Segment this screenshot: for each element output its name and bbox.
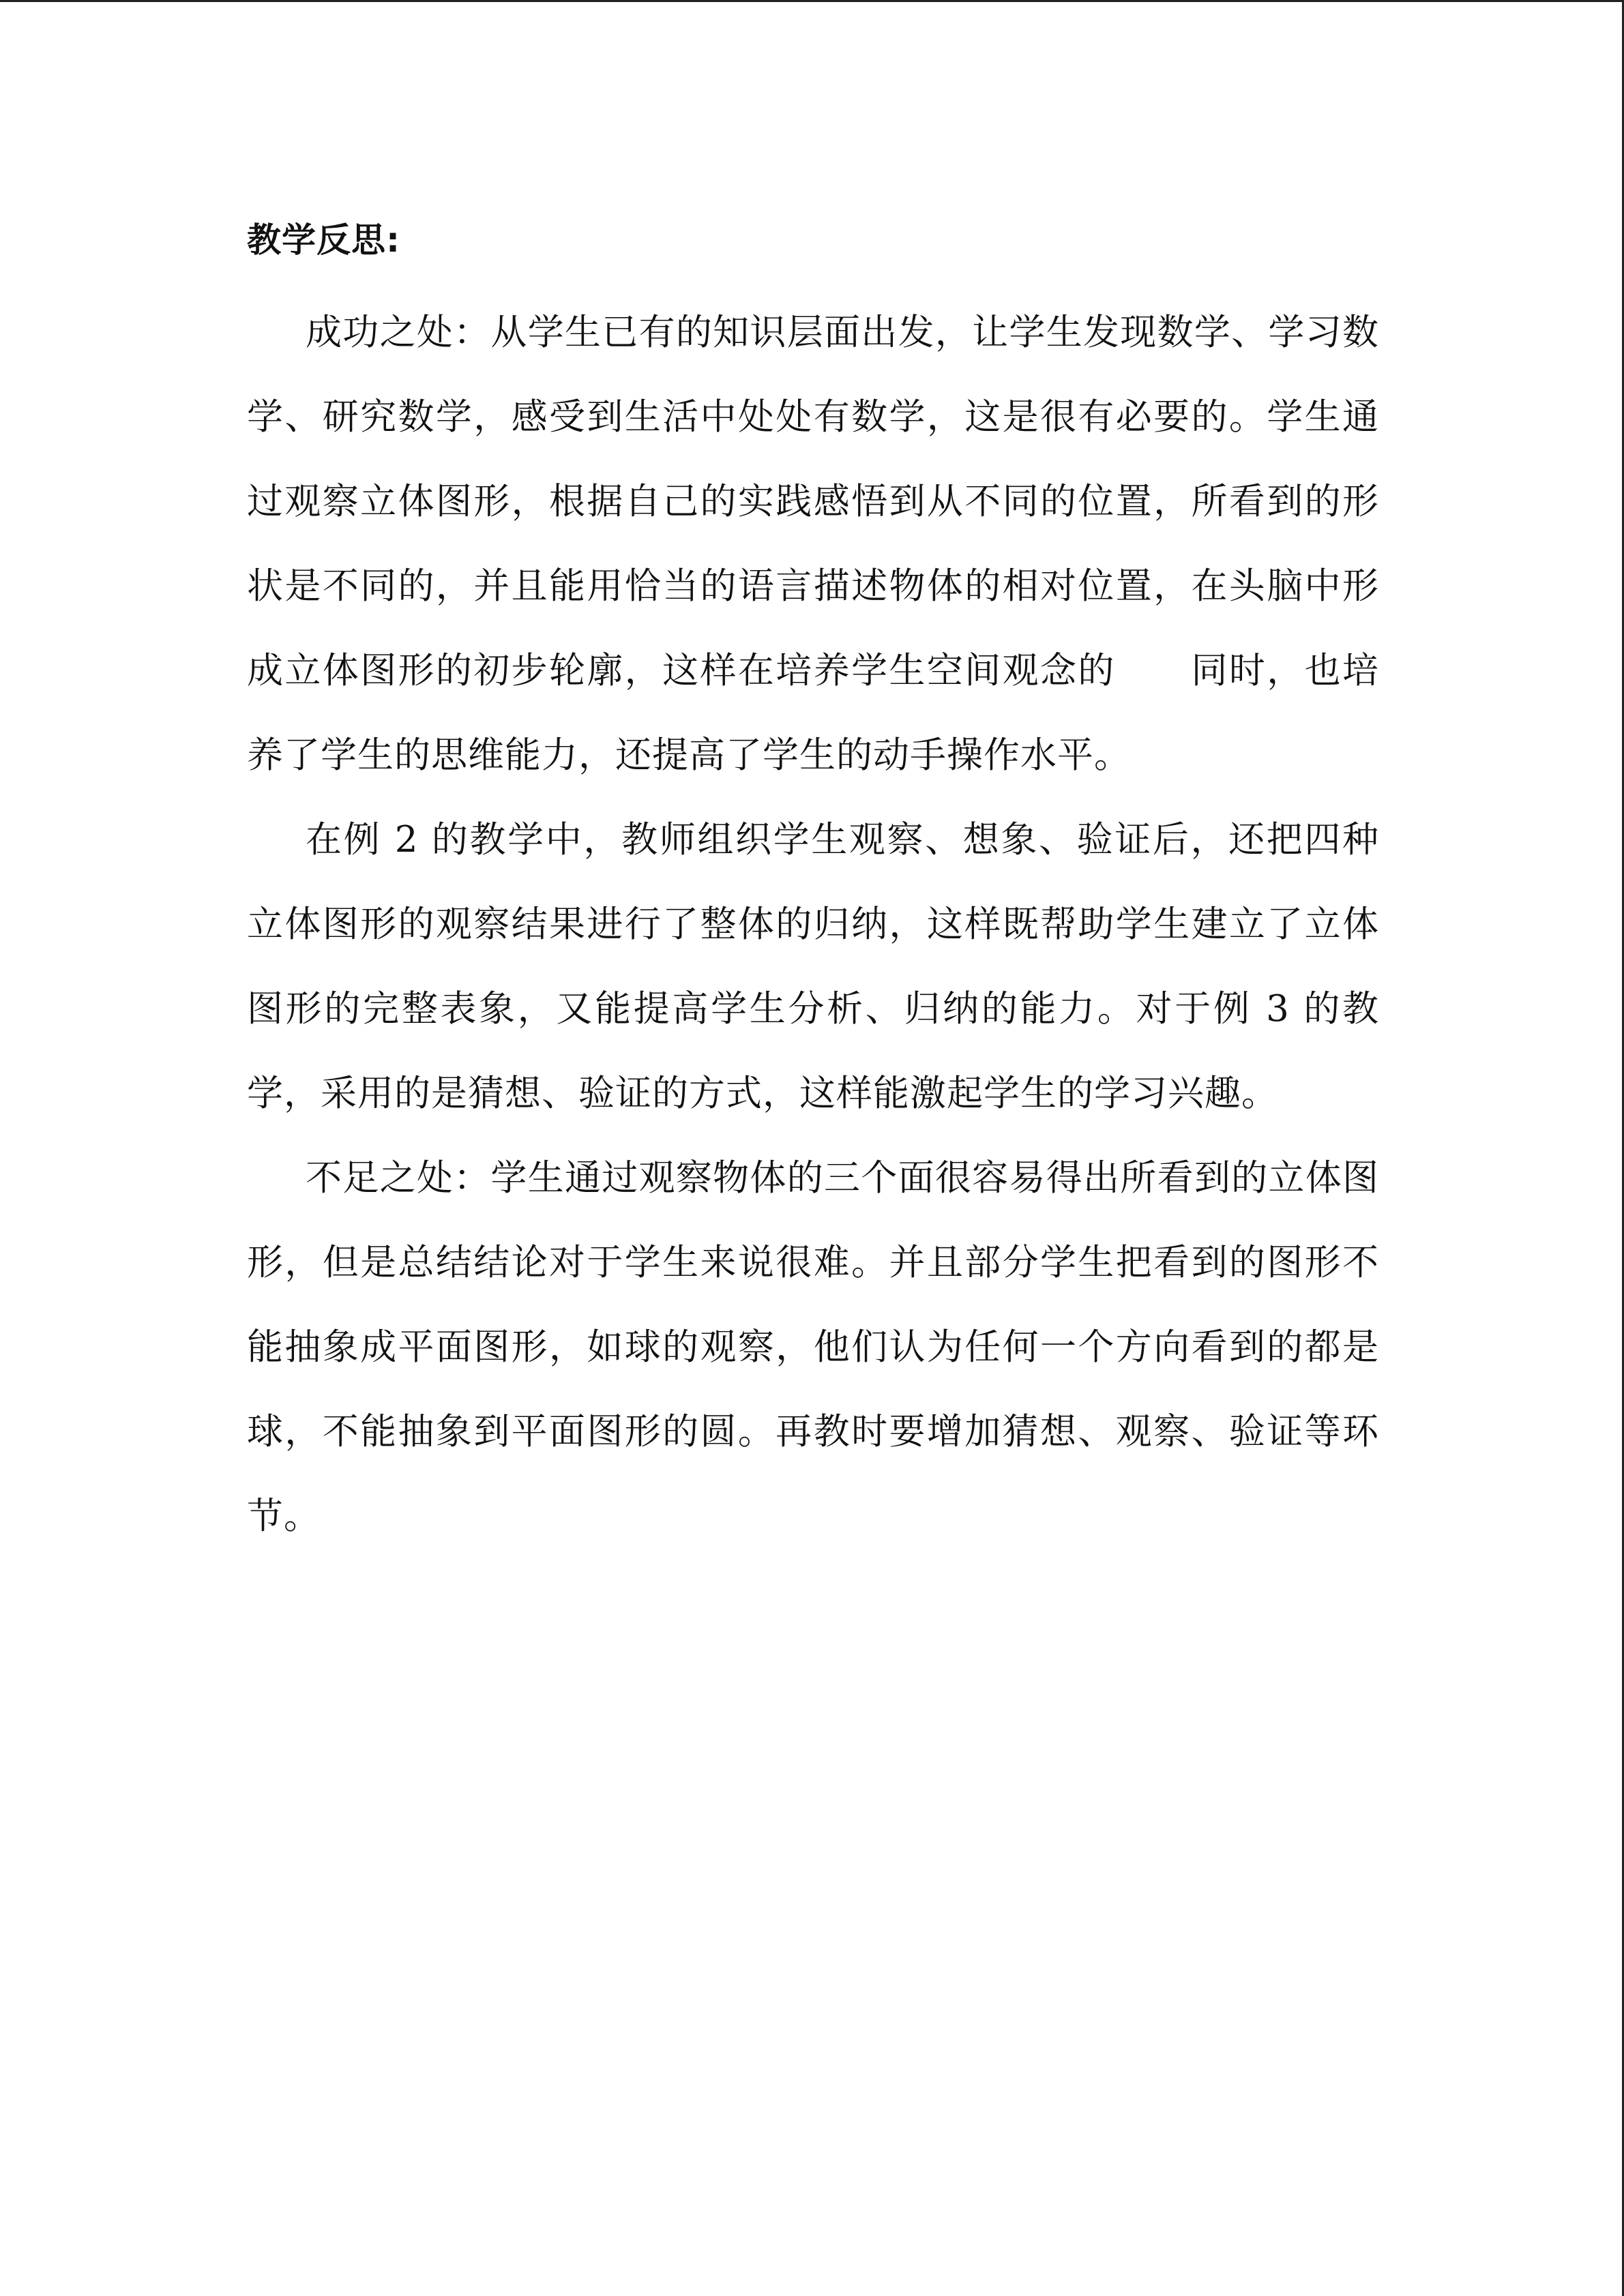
paragraph-shortcomings: 不足之处：学生通过观察物体的三个面很容易得出所看到的立体图形，但是总结结论对于学生来说很难。并且部分学生把看到的图形不能抽象成平面图形，如球的观察，他们认为任何一个方向看到的都是球，不能抽象到平面图形的圆。再教时要增加猜想、观察、验证等环节。 [247, 1157, 1379, 1537]
paragraph-success: 成功之处：从学生已有的知识层面出发，让学生发现数学、学习数学、研究数学，感受到生活中处处有数学，这是很有必要的。学生通过观察立体图形，根据自己的实践感悟到从不同的位置，所看到的形状是不同的，并且能用恰当的语言描述物体的相对位置，在头脑中形成立体图形的初步轮廓，这样在培养学生空间观念的 同时，也培养了学生的思维能力，还提高了学生的动手操作水平。 [247, 312, 1379, 776]
page-border-top [0, 0, 1624, 2]
document-heading: 教学反思: [247, 220, 400, 260]
document-body [247, 209, 1379, 1559]
paragraph-example: 在例 2 的教学中，教师组织学生观察、想象、验证后，还把四种立体图形的观察结果进行了整体的归纳，这样既帮助学生建立了立体图形的完整表象，又能提高学生分析、归纳的能力。对于例 3 的教学，采用的是猜想、验证的方式，这样能激起学生的学习兴趣。 [247, 819, 1379, 1114]
